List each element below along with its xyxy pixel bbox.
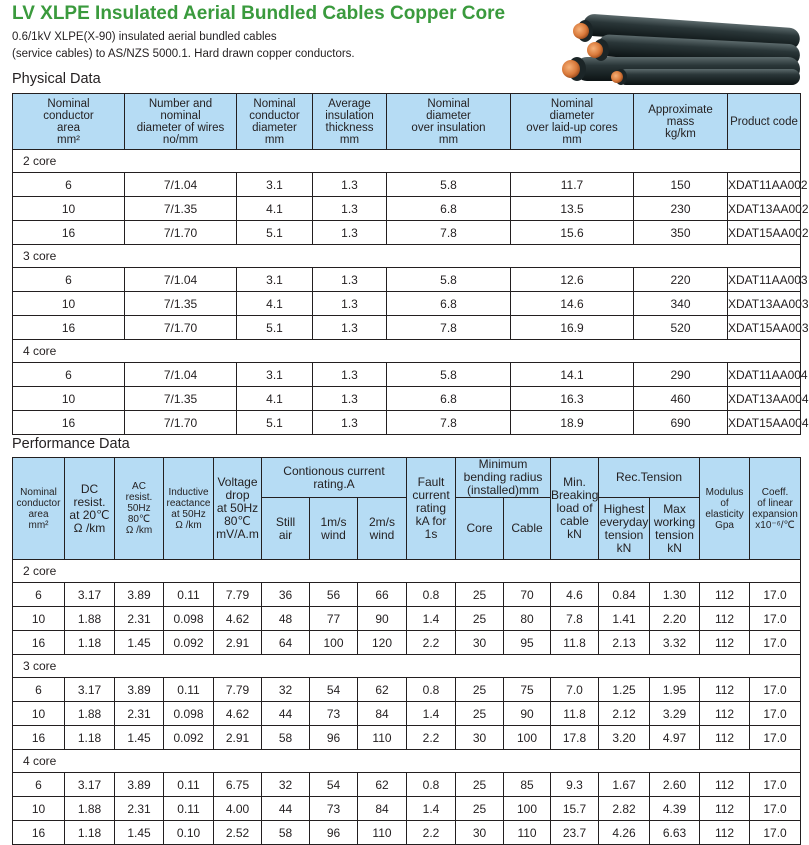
table-cell: 11.8 [551, 631, 599, 655]
table-cell: 2.82 [599, 797, 650, 821]
table-row [13, 268, 801, 292]
table-cell: 4.1 [237, 387, 313, 411]
table-cell: 1.18 [65, 631, 115, 655]
table-cell: 10 [13, 797, 65, 821]
table-cell: 6.8 [387, 197, 511, 221]
table-cell: 17.8 [551, 726, 599, 750]
table-cell: 4.6 [551, 583, 599, 607]
table-cell: 0.8 [407, 583, 456, 607]
table-cell: 17.0 [750, 702, 801, 726]
table-cell: 6.8 [387, 387, 511, 411]
table-cell: 4.39 [650, 797, 700, 821]
table-cell: 5.1 [237, 411, 313, 435]
table-cell: 112 [700, 821, 750, 845]
table-cell: XDAT15AA002 [728, 221, 801, 245]
header-still-air: Still air [262, 498, 310, 560]
table-cell: 110 [358, 821, 407, 845]
table-cell: 6 [13, 363, 125, 387]
table-cell: 0.098 [164, 702, 214, 726]
table-cell: 10 [13, 702, 65, 726]
table-cell: 15.7 [551, 797, 599, 821]
table-cell: 17.0 [750, 726, 801, 750]
table-cell: 5.8 [387, 363, 511, 387]
group-label: 2 core [13, 150, 801, 173]
table-row [13, 678, 801, 702]
table-cell: 16 [13, 726, 65, 750]
group-row [13, 245, 801, 268]
table-cell: 10 [13, 197, 125, 221]
header-conductor-area: Nominal conductor area mm² [13, 94, 125, 150]
table-cell: 112 [700, 797, 750, 821]
group-label: 2 core [13, 560, 801, 583]
table-cell: 5.8 [387, 173, 511, 197]
table-cell: 150 [634, 173, 728, 197]
table-cell: 110 [504, 821, 551, 845]
table-cell: 25 [456, 607, 504, 631]
table-cell: 1.88 [65, 797, 115, 821]
table-cell: 6 [13, 678, 65, 702]
table-cell: 2.2 [407, 631, 456, 655]
table-cell: 44 [262, 702, 310, 726]
table-cell: 3.89 [115, 678, 164, 702]
table-cell: 16 [13, 411, 125, 435]
table-cell: 0.10 [164, 821, 214, 845]
table-cell: 6 [13, 268, 125, 292]
table-cell: 2.31 [115, 797, 164, 821]
table-cell: 80 [504, 607, 551, 631]
table-cell: XDAT13AA003 [728, 292, 801, 316]
table-cell: 25 [456, 773, 504, 797]
table-cell: 2.13 [599, 631, 650, 655]
table-cell: 3.32 [650, 631, 700, 655]
table-cell: 84 [358, 702, 407, 726]
table-cell: 350 [634, 221, 728, 245]
table-cell: 16.3 [511, 387, 634, 411]
table-cell: 44 [262, 797, 310, 821]
table-cell: 7/1.70 [125, 221, 237, 245]
table-cell: 4.62 [214, 607, 262, 631]
header-diameter-over-insulation: Nominal diameter over insulation mm [387, 94, 511, 150]
table-cell: 520 [634, 316, 728, 340]
table-cell: 14.6 [511, 292, 634, 316]
table-cell: 17.0 [750, 583, 801, 607]
header-2ms-wind: 2m/s wind [358, 498, 407, 560]
header-continuous-current: Contionous current rating.A [262, 458, 407, 498]
table-cell: 1.45 [115, 726, 164, 750]
table-cell: 25 [456, 678, 504, 702]
table-cell: 54 [310, 773, 358, 797]
table-cell: 2.60 [650, 773, 700, 797]
table-cell: 15.6 [511, 221, 634, 245]
table-cell: 1.3 [313, 173, 387, 197]
table-cell: 25 [456, 583, 504, 607]
table-cell: 10 [13, 607, 65, 631]
header-1ms-wind: 1m/s wind [310, 498, 358, 560]
table-cell: 6 [13, 173, 125, 197]
header-inductive-reactance: Inductive reactance at 50Hz Ω /km [164, 458, 214, 560]
table-cell: 0.8 [407, 678, 456, 702]
table-cell: 1.4 [407, 797, 456, 821]
table-cell: 7.79 [214, 583, 262, 607]
table-cell: 0.11 [164, 797, 214, 821]
group-row [13, 750, 801, 773]
table-cell: 7/1.04 [125, 363, 237, 387]
table-cell: 66 [358, 583, 407, 607]
group-row [13, 340, 801, 363]
table-cell: 3.1 [237, 268, 313, 292]
table-cell: 11.7 [511, 173, 634, 197]
table-cell: 0.8 [407, 773, 456, 797]
table-cell: 90 [504, 702, 551, 726]
table-cell: 112 [700, 702, 750, 726]
table-cell: 4.1 [237, 292, 313, 316]
table-cell: 112 [700, 726, 750, 750]
table-cell: 110 [358, 726, 407, 750]
table-cell: 340 [634, 292, 728, 316]
table-row [13, 797, 801, 821]
table-cell: 14.1 [511, 363, 634, 387]
table-cell: 460 [634, 387, 728, 411]
header-cable: Cable [504, 498, 551, 560]
header-core: Core [456, 498, 504, 560]
performance-data-table [12, 457, 801, 845]
table-cell: 9.3 [551, 773, 599, 797]
table-cell: 2.91 [214, 726, 262, 750]
table-cell: 290 [634, 363, 728, 387]
table-cell: 17.0 [750, 797, 801, 821]
table-cell: 10 [13, 292, 125, 316]
table-row [13, 411, 801, 435]
table-cell: 1.88 [65, 607, 115, 631]
table-cell: 2.12 [599, 702, 650, 726]
table-cell: 7/1.70 [125, 411, 237, 435]
header-voltage-drop: Voltage drop at 50Hz 80℃ mV/A.m [214, 458, 262, 560]
group-row [13, 655, 801, 678]
table-cell: 7/1.35 [125, 197, 237, 221]
table-cell: 7.8 [551, 607, 599, 631]
table-cell: 220 [634, 268, 728, 292]
table-cell: 10 [13, 387, 125, 411]
table-cell: 112 [700, 773, 750, 797]
table-cell: 2.31 [115, 702, 164, 726]
table-cell: 90 [358, 607, 407, 631]
table-cell: 17.0 [750, 631, 801, 655]
table-cell: 7/1.35 [125, 387, 237, 411]
table-cell: 75 [504, 678, 551, 702]
table-cell: 2.91 [214, 631, 262, 655]
header-mass: Approximate mass kg/km [634, 94, 728, 150]
table-cell: 3.17 [65, 678, 115, 702]
table-cell: 7.8 [387, 316, 511, 340]
table-cell: 58 [262, 726, 310, 750]
header-dc-resistance: DC resist. at 20℃ Ω /km [65, 458, 115, 560]
table-row [13, 316, 801, 340]
table-cell: 25 [456, 702, 504, 726]
table-cell: 230 [634, 197, 728, 221]
table-cell: 5.1 [237, 221, 313, 245]
table-cell: 690 [634, 411, 728, 435]
table-cell: 62 [358, 773, 407, 797]
table-cell: 17.0 [750, 607, 801, 631]
table-cell: 36 [262, 583, 310, 607]
table-cell: 0.098 [164, 607, 214, 631]
table-row [13, 221, 801, 245]
table-cell: 7.8 [387, 411, 511, 435]
table-cell: 7/1.70 [125, 316, 237, 340]
table-cell: 1.45 [115, 821, 164, 845]
table-cell: 23.7 [551, 821, 599, 845]
table-cell: 3.89 [115, 583, 164, 607]
subtitle-line-2: (service cables) to AS/NZS 5000.1. Hard drawn copper conductors. [12, 48, 355, 60]
table-cell: 1.3 [313, 221, 387, 245]
table-cell: 11.8 [551, 702, 599, 726]
header-diameter-over-cores: Nominal diameter over laid-up cores mm [511, 94, 634, 150]
header-insulation-thickness: Average insulation thickness mm [313, 94, 387, 150]
table-cell: 1.30 [650, 583, 700, 607]
table-cell: 30 [456, 631, 504, 655]
table-cell: 7.79 [214, 678, 262, 702]
table-cell: 3.20 [599, 726, 650, 750]
table-cell: 3.1 [237, 363, 313, 387]
table-cell: 112 [700, 631, 750, 655]
table-cell: 1.3 [313, 387, 387, 411]
header-breaking-load: Min. Breaking load of cable kN [551, 458, 599, 560]
subtitle-line-1: 0.6/1kV XLPE(X-90) insulated aerial bundled cables [12, 31, 277, 43]
table-cell: 1.18 [65, 726, 115, 750]
table-cell: XDAT13AA002 [728, 197, 801, 221]
table-cell: 3.1 [237, 173, 313, 197]
table-cell: 64 [262, 631, 310, 655]
table-cell: 2.2 [407, 726, 456, 750]
table-cell: 95 [504, 631, 551, 655]
table-cell: 54 [310, 678, 358, 702]
cable-cross-section-photo [543, 17, 800, 87]
table-cell: 96 [310, 726, 358, 750]
table-cell: 1.45 [115, 631, 164, 655]
table-cell: 7.0 [551, 678, 599, 702]
table-cell: 48 [262, 607, 310, 631]
table-cell: 1.67 [599, 773, 650, 797]
header-conductor-diameter: Nominal conductor diameter mm [237, 94, 313, 150]
table-cell: 77 [310, 607, 358, 631]
table-cell: XDAT11AA003 [728, 268, 801, 292]
table-cell: 7.8 [387, 221, 511, 245]
header-bending-radius: Minimum bending radius (installed)mm [456, 458, 551, 498]
table-row [13, 292, 801, 316]
header-conductor-area: Nominal conductor area mm² [13, 458, 65, 560]
table-cell: 30 [456, 726, 504, 750]
table-cell: 3.89 [115, 773, 164, 797]
table-cell: 84 [358, 797, 407, 821]
table-cell: 7/1.04 [125, 268, 237, 292]
table-cell: 1.4 [407, 607, 456, 631]
table-cell: 100 [504, 797, 551, 821]
table-cell: 3.17 [65, 773, 115, 797]
table-cell: XDAT15AA003 [728, 316, 801, 340]
physical-data-table [12, 93, 809, 435]
header-wires: Number and nominal diameter of wires no/mm [125, 94, 237, 150]
table-cell: 1.4 [407, 702, 456, 726]
table-cell: 0.84 [599, 583, 650, 607]
table-cell: 25 [456, 797, 504, 821]
physical-header-row [13, 94, 801, 150]
header-rec-tension: Rec.Tension [599, 458, 700, 498]
page-title: LV XLPE Insulated Aerial Bundled Cables Copper Core [12, 3, 506, 24]
table-cell: 0.092 [164, 631, 214, 655]
table-cell: 120 [358, 631, 407, 655]
table-cell: 62 [358, 678, 407, 702]
table-cell: 2.2 [407, 821, 456, 845]
performance-header-row-1 [13, 458, 801, 498]
table-cell: 2.31 [115, 607, 164, 631]
table-cell: 6.8 [387, 292, 511, 316]
table-cell: 0.11 [164, 678, 214, 702]
table-cell: 73 [310, 702, 358, 726]
table-cell: 1.25 [599, 678, 650, 702]
header-coefficient: Coeff. of linear expansion x10⁻⁶/℃ [750, 458, 801, 560]
table-cell: XDAT11AA002 [728, 173, 801, 197]
table-cell: 7/1.35 [125, 292, 237, 316]
table-cell: 3.29 [650, 702, 700, 726]
table-cell: 6 [13, 583, 65, 607]
group-row [13, 150, 801, 173]
table-cell: 100 [504, 726, 551, 750]
table-cell: 4.97 [650, 726, 700, 750]
table-cell: 6 [13, 773, 65, 797]
table-cell: 30 [456, 821, 504, 845]
table-cell: 32 [262, 678, 310, 702]
table-cell: 0.092 [164, 726, 214, 750]
header-fault-current: Fault current rating kA for 1s [407, 458, 456, 560]
table-row [13, 583, 801, 607]
table-cell: 0.11 [164, 773, 214, 797]
table-cell: 73 [310, 797, 358, 821]
table-cell: XDAT11AA004 [728, 363, 801, 387]
table-cell: 1.3 [313, 411, 387, 435]
header-ac-resistance: AC resist. 50Hz 80℃ Ω /km [115, 458, 164, 560]
table-cell: 16.9 [511, 316, 634, 340]
table-cell: 18.9 [511, 411, 634, 435]
table-cell: 112 [700, 583, 750, 607]
header-modulus: Modulus of elasticity Gpa [700, 458, 750, 560]
physical-data-heading: Physical Data [12, 71, 101, 87]
group-label: 3 core [13, 655, 801, 678]
table-cell: 70 [504, 583, 551, 607]
table-cell: 4.00 [214, 797, 262, 821]
group-label: 3 core [13, 245, 801, 268]
table-cell: XDAT15AA004 [728, 411, 801, 435]
table-cell: 16 [13, 821, 65, 845]
table-cell: 1.3 [313, 316, 387, 340]
table-cell: 6.63 [650, 821, 700, 845]
table-cell: 100 [310, 631, 358, 655]
table-cell: 1.88 [65, 702, 115, 726]
header-max-tension: Max working tension kN [650, 498, 700, 560]
performance-data-heading: Performance Data [12, 436, 130, 452]
header-highest-tension: Highest everyday tension kN [599, 498, 650, 560]
table-cell: 112 [700, 678, 750, 702]
table-cell: 7/1.04 [125, 173, 237, 197]
table-cell: 1.41 [599, 607, 650, 631]
table-cell: 4.26 [599, 821, 650, 845]
table-cell: 1.95 [650, 678, 700, 702]
table-cell: 32 [262, 773, 310, 797]
table-cell: 5.8 [387, 268, 511, 292]
table-row [13, 173, 801, 197]
table-row [13, 607, 801, 631]
table-cell: 1.3 [313, 268, 387, 292]
table-cell: 85 [504, 773, 551, 797]
table-cell: 112 [700, 607, 750, 631]
table-cell: 2.20 [650, 607, 700, 631]
table-row [13, 363, 801, 387]
group-label: 4 core [13, 340, 801, 363]
table-cell: 1.3 [313, 363, 387, 387]
table-row [13, 631, 801, 655]
table-cell: 56 [310, 583, 358, 607]
table-row [13, 197, 801, 221]
table-cell: 12.6 [511, 268, 634, 292]
table-row [13, 773, 801, 797]
group-row [13, 560, 801, 583]
table-cell: 1.3 [313, 292, 387, 316]
table-cell: 1.3 [313, 197, 387, 221]
table-row [13, 821, 801, 845]
table-cell: 5.1 [237, 316, 313, 340]
table-cell: 17.0 [750, 821, 801, 845]
table-cell: XDAT13AA004 [728, 387, 801, 411]
table-cell: 0.11 [164, 583, 214, 607]
table-cell: 58 [262, 821, 310, 845]
table-cell: 4.62 [214, 702, 262, 726]
table-cell: 16 [13, 316, 125, 340]
table-cell: 16 [13, 221, 125, 245]
table-cell: 3.17 [65, 583, 115, 607]
table-cell: 96 [310, 821, 358, 845]
table-row [13, 726, 801, 750]
table-cell: 2.52 [214, 821, 262, 845]
table-row [13, 387, 801, 411]
group-label: 4 core [13, 750, 801, 773]
table-cell: 1.18 [65, 821, 115, 845]
table-cell: 4.1 [237, 197, 313, 221]
table-cell: 17.0 [750, 678, 801, 702]
table-cell: 16 [13, 631, 65, 655]
table-cell: 17.0 [750, 773, 801, 797]
header-product-code: Product code [728, 94, 801, 150]
table-cell: 13.5 [511, 197, 634, 221]
table-row [13, 702, 801, 726]
table-cell: 6.75 [214, 773, 262, 797]
